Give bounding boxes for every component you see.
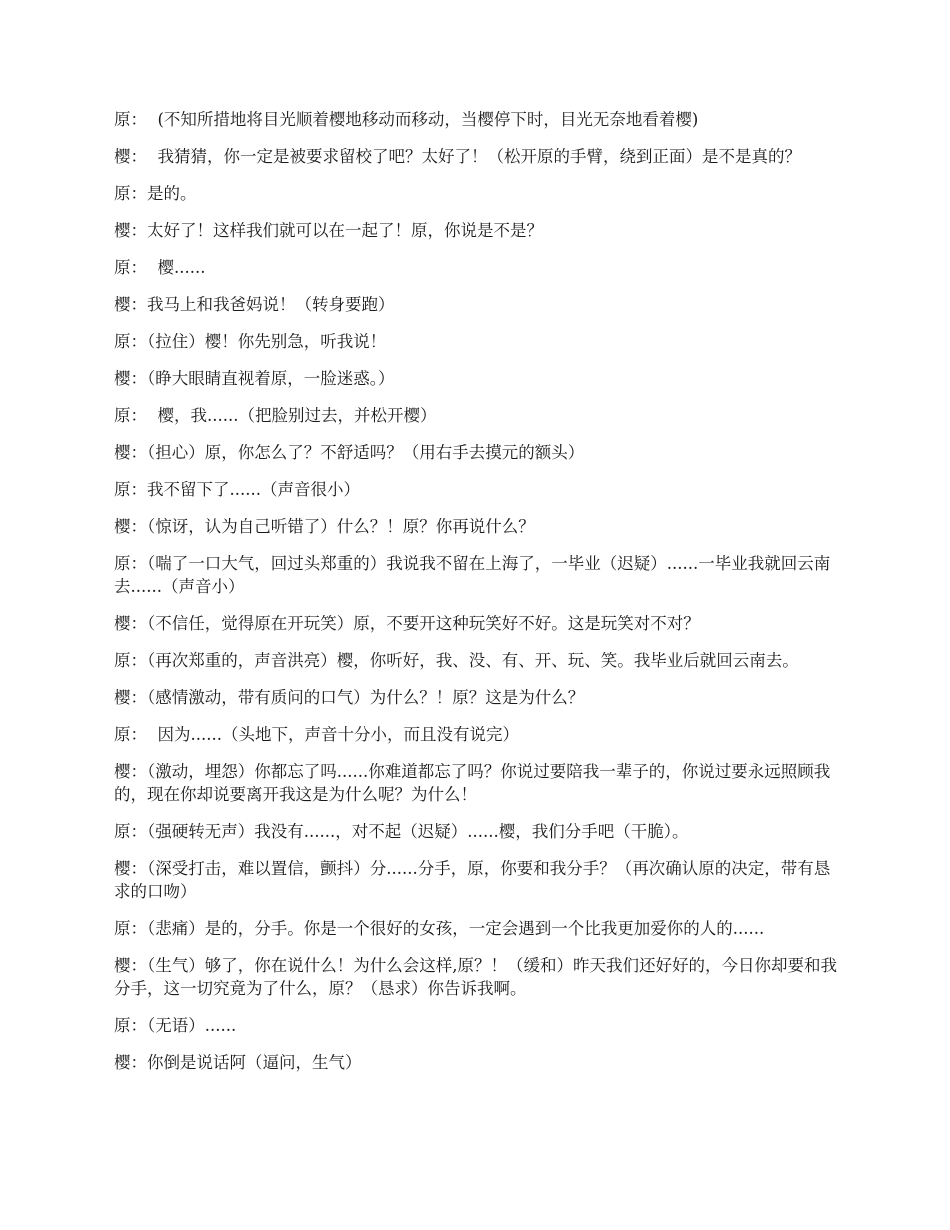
dialogue-line: 樱：我马上和我爸妈说！（转身要跑） [114,295,395,314]
dialogue-body [114,108,844,1088]
dialogue-line: 原： (不知所措地将目光顺着樱地移动而移动，当樱停下时，目光无奈地看着樱) [114,110,699,129]
dialogue-line: 原：（强硬转无声）我没有......，对不起（迟疑）......樱，我们分手吧（干脆）。 [114,822,689,841]
dialogue-line: 原： 樱...... [114,258,206,277]
dialogue-line: 原：是的。 [114,184,197,203]
dialogue-line: 樱：（激动，埋怨）你都忘了吗......你难道都忘了吗？你说过要陪我一辈子的，你说过要永远照顾我的，现在你却说要离开我这是为什么呢？为什么！ [114,762,831,804]
dialogue-line: 原：（无语）...... [114,1016,237,1035]
dialogue-line: 樱：太好了！这样我们就可以在一起了！原，你说是不是？ [114,221,543,240]
dialogue-line: 樱：（不信任，觉得原在开玩笑）原，不要开这种玩笑好不好。这是玩笑对不对？ [114,614,700,633]
dialogue-line: 樱：（感情激动，带有质问的口气）为什么？！原？这是为什么？ [114,688,585,707]
dialogue-line: 原：（拉住）樱！你先别急，听我说！ [114,332,387,351]
dialogue-line: 原：我不留下了......（声音很小） [114,480,360,499]
dialogue-line: 樱：（惊讶，认为自己听错了）什么？！原？你再说什么？ [114,517,535,536]
dialogue-line: 原：（悲痛）是的，分手。你是一个很好的女孩，一定会遇到一个比我更加爱你的人的...... [114,919,765,938]
dialogue-line: 原： 因为......（头地下，声音十分小，而且没有说完） [114,725,519,744]
dialogue-line: 原：（喘了一口大气，回过头郑重的）我说我不留在上海了，一毕业（迟疑）......一毕业我就回云南去......（声音小） [114,554,831,596]
dialogue-line: 樱：（深受打击，难以置信，颤抖）分......分手，原，你要和我分手？（再次确认原的决定，带有恳求的口吻） [114,859,831,901]
dialogue-line: 樱：（担心）原，你怎么了？不舒适吗？（用右手去摸元的额头） [114,443,585,462]
dialogue-line: 樱：（睁大眼睛直视着原，一脸迷惑。） [114,369,395,388]
dialogue-line: 樱：（生气）够了，你在说什么！为什么会这样,原？！（缓和）昨天我们还好好的，今日你却要和我分手，这一切究竟为了什么，原？（恳求）你告诉我啊。 [114,956,837,998]
dialogue-line: 原：（再次郑重的，声音洪亮）樱，你听好，我、没、有、开、玩、笑。我毕业后就回云南去。 [114,651,799,670]
dialogue-line: 樱：你倒是说话阿（逼问，生气） [114,1053,362,1072]
dialogue-line: 樱： 我猜猜，你一定是被要求留校了吧？太好了！（松开原的手臂，绕到正面）是不是真的？ [114,147,801,166]
dialogue-line: 原： 樱，我......（把脸别过去，并松开樱） [114,406,437,425]
